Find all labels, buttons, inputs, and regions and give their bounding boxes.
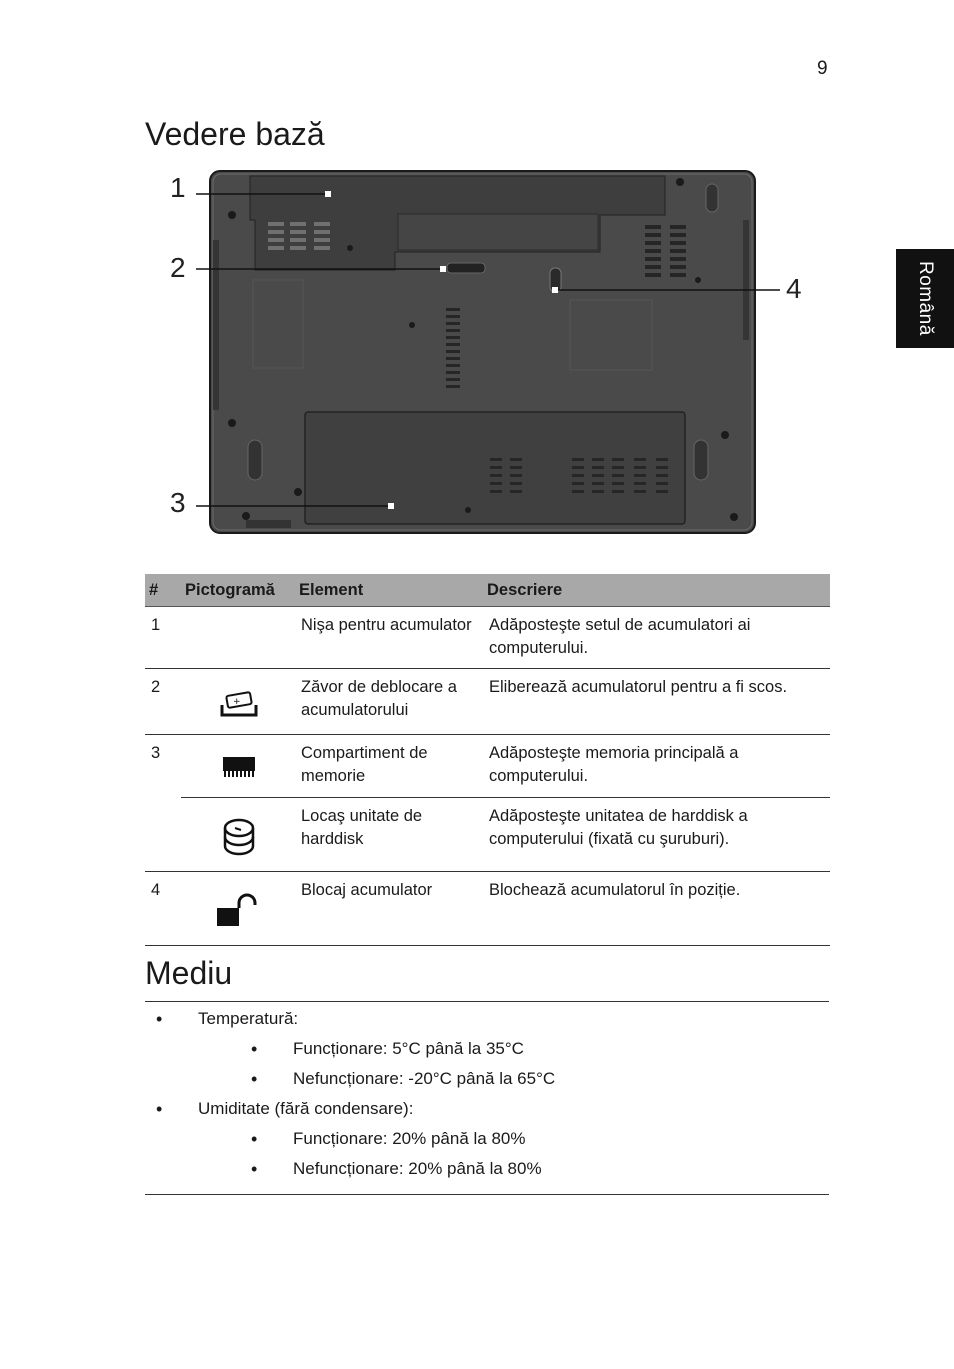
temperature-label: Temperatură: [198, 1009, 299, 1028]
callout-1: 1 [170, 172, 186, 203]
row-description: Blochează acumulatorul în poziție. [483, 872, 830, 946]
temperature-non-operating: Nefuncționare: -20°C până la 65°C [293, 1069, 556, 1088]
row-description: Adăposteşte memoria principală a computerului. [483, 735, 830, 798]
row-description: Eliberează acumulatorul pentru a fi scos. [483, 669, 830, 735]
list-item [145, 1094, 829, 1184]
battery-release-icon [219, 689, 259, 719]
list-item [251, 1154, 829, 1184]
components-table [145, 574, 830, 946]
humidity-label: Umiditate (fără condensare): [198, 1099, 414, 1118]
table-row [145, 872, 830, 946]
table-row [145, 669, 830, 735]
humidity-operating: Funcționare: 20% până la 80% [293, 1129, 526, 1148]
temperature-operating: Funcționare: 5°C până la 35°C [293, 1039, 524, 1058]
row-number: 2 [145, 669, 181, 735]
list-item [251, 1034, 829, 1064]
language-tab [896, 249, 954, 348]
table-row [145, 735, 830, 798]
svg-text:+: + [233, 697, 241, 707]
row-element: Blocaj acumulator [295, 872, 483, 946]
row-description: Adăposteşte setul de acumulatori ai computerului. [483, 607, 830, 669]
laptop-bottom-drawing [150, 160, 830, 545]
callout-4: 4 [786, 273, 802, 304]
header-description: Descriere [483, 574, 830, 607]
table-row [145, 798, 830, 872]
list-item [251, 1124, 829, 1154]
row-icon [181, 735, 295, 798]
row-number: 4 [145, 872, 181, 946]
row-element: Locaş unitate de harddisk [295, 798, 483, 872]
row-element: Compartiment de memorie [295, 735, 483, 798]
row-icon [181, 872, 295, 946]
header-element: Element [295, 574, 483, 607]
row-icon-empty [181, 607, 295, 669]
row-number: 3 [145, 735, 181, 872]
row-description: Adăposteşte unitatea de harddisk a computerului (fixată cu şuruburi). [483, 798, 830, 872]
list-item [251, 1064, 829, 1094]
section-title-base-view: Vedere bază [145, 116, 325, 152]
row-element: Zăvor de deblocare a acumulatorului [295, 669, 483, 735]
row-element: Nişa pentru acumulator [295, 607, 483, 669]
row-number: 1 [145, 607, 181, 669]
table-header-row [145, 574, 830, 607]
row-icon [181, 798, 295, 872]
callout-3: 3 [170, 487, 186, 518]
header-number: # [145, 574, 181, 607]
harddisk-icon [221, 818, 257, 856]
humidity-non-operating: Nefuncționare: 20% până la 80% [293, 1159, 542, 1178]
laptop-bottom-view-figure [150, 160, 830, 545]
header-icon: Pictogramă [181, 574, 295, 607]
battery-lock-icon [214, 892, 264, 930]
language-tab-label: Română [915, 261, 936, 336]
table-row [145, 607, 830, 669]
page-number: 9 [817, 58, 828, 79]
memory-icon [221, 755, 257, 781]
callout-2: 2 [170, 252, 186, 283]
environment-specs [145, 1001, 829, 1195]
list-item [145, 1004, 829, 1094]
row-icon [181, 669, 295, 735]
section-title-environment: Mediu [145, 955, 233, 991]
